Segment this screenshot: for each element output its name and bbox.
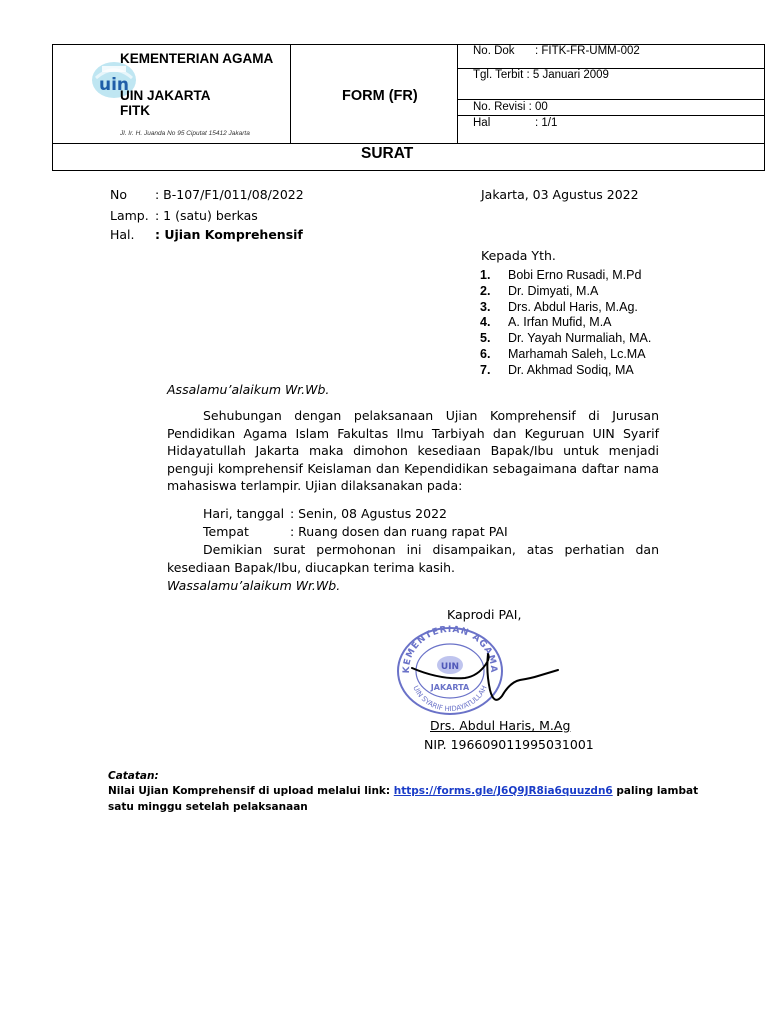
recipient-number: 3. [480,299,491,314]
meta-row-line-3 [457,115,765,116]
list-item [480,284,651,300]
greeting: Assalamu’alaikum Wr.Wb. [167,382,330,397]
form-link[interactable]: https://forms.gle/J6Q9JR8ia6quuzdn6 [393,785,613,797]
list-item [480,300,651,316]
letter-no-value: : B-107/F1/011/08/2022 [155,187,304,202]
recipient-number: 1. [480,268,491,282]
handwritten-signature [410,650,570,710]
recipient-name: Drs. Abdul Haris, M.Ag. [508,299,638,314]
note-title: Catatan: [108,770,159,782]
issue-date: Tgl. Terbit : 5 Januari 2009 [473,69,609,81]
recipient-number: 5. [480,331,491,346]
place-date: Jakarta, 03 Agustus 2022 [481,187,639,202]
day-label: Hari, tanggal [203,506,285,521]
note-line2: satu minggu setelah pelaksanaan [108,801,308,813]
signatory-title: Kaprodi PAI, [447,607,522,622]
stamp-logo: UIN [440,662,460,672]
logo-text: uin [98,75,130,95]
ministry-name: KEMENTERIAN AGAMA [120,51,274,66]
recipient-number: 6. [480,346,491,361]
closing-paragraph: Demikian surat permohonan ini disampaikan, atas perhatian dan kesediaan Bapak/Ibu, diucapkan terima kasih. [167,542,659,575]
addressee-heading: Kepada Yth. [481,248,556,263]
subject-value: : Ujian Komprehensif [155,227,303,242]
recipient-name: Dr. Dimyati, M.A [508,283,599,298]
list-item [480,363,651,379]
note-text-after: paling lambat [612,785,699,797]
day-value: : Senin, 08 Agustus 2022 [290,506,447,521]
stamp-bottom-text: UIN SYARIF HIDAYATULLAH [411,684,489,714]
recipient-list [480,268,651,379]
stamp-top-text: KEMENTERIAN AGAMA [401,624,499,674]
stamp-center-text: JAKARTA [430,683,470,692]
body-paragraph: Sehubungan dengan pelaksanaan Ujian Komprehensif di Jurusan Pendidikan Agama Islam Fakultas Ilmu Tarbiyah dan Keguruan UIN Syarif Hidayatullah Jakarta maka dimohon kesediaan Bapak/Ibu untuk menjadi penguji komprehensif Keislaman dan Kependidikan sebagaimana daftar nama mahasiswa terlampir. Ujian dilaksanakan pada: [167,408,659,493]
recipient-number: 7. [480,362,491,377]
attachment-value: : 1 (satu) berkas [155,208,258,223]
signatory-name: Drs. Abdul Haris, M.Ag [430,718,571,733]
recipient-name: Marhamah Saleh, Lc.MA [508,346,646,361]
list-item [480,331,651,347]
meta-row-line-2 [457,99,765,100]
faculty-name: FITK [120,103,150,118]
recipient-name: Dr. Akhmad Sodiq, MA [508,362,634,377]
list-item [480,268,651,284]
venue-value: : Ruang dosen dan ruang rapat PAI [290,524,508,539]
page-value: : 1/1 [535,117,558,129]
page-label: Hal [473,117,491,129]
doc-no-label: No. Dok [473,45,515,57]
form-title: FORM (FR) [342,88,418,104]
header-divider-2 [457,44,458,143]
doc-no-value: : FITK-FR-UMM-002 [535,45,640,57]
signatory-nip: NIP. 196609011995031001 [424,737,594,752]
farewell: Wassalamu’alaikum Wr.Wb. [167,578,341,593]
header-divider-1 [290,44,291,143]
letter-no-label: No [110,187,127,202]
subject-label: Hal. [110,227,135,242]
note-text [108,785,698,797]
recipient-number: 4. [480,315,491,330]
recipient-number: 2. [480,283,491,298]
note-text-before: Nilai Ujian Komprehensif di upload melalui link: [108,785,394,797]
recipient-name: Bobi Erno Rusadi, M.Pd [508,268,642,282]
revision-no: No. Revisi : 00 [473,101,548,113]
recipient-name: A. Irfan Mufid, M.A [508,315,612,330]
list-item [480,315,651,331]
header-divider-h [52,143,765,144]
doc-type-title: SURAT [361,145,414,162]
venue-label: Tempat [203,524,249,539]
institution-address: Jl. Ir. H. Juanda No 95 Ciputat 15412 Jakarta [120,130,250,137]
list-item [480,347,651,363]
institution-name: UIN JAKARTA [120,88,211,103]
recipient-name: Dr. Yayah Nurmaliah, MA. [508,331,652,346]
attachment-label: Lamp. [110,208,149,223]
